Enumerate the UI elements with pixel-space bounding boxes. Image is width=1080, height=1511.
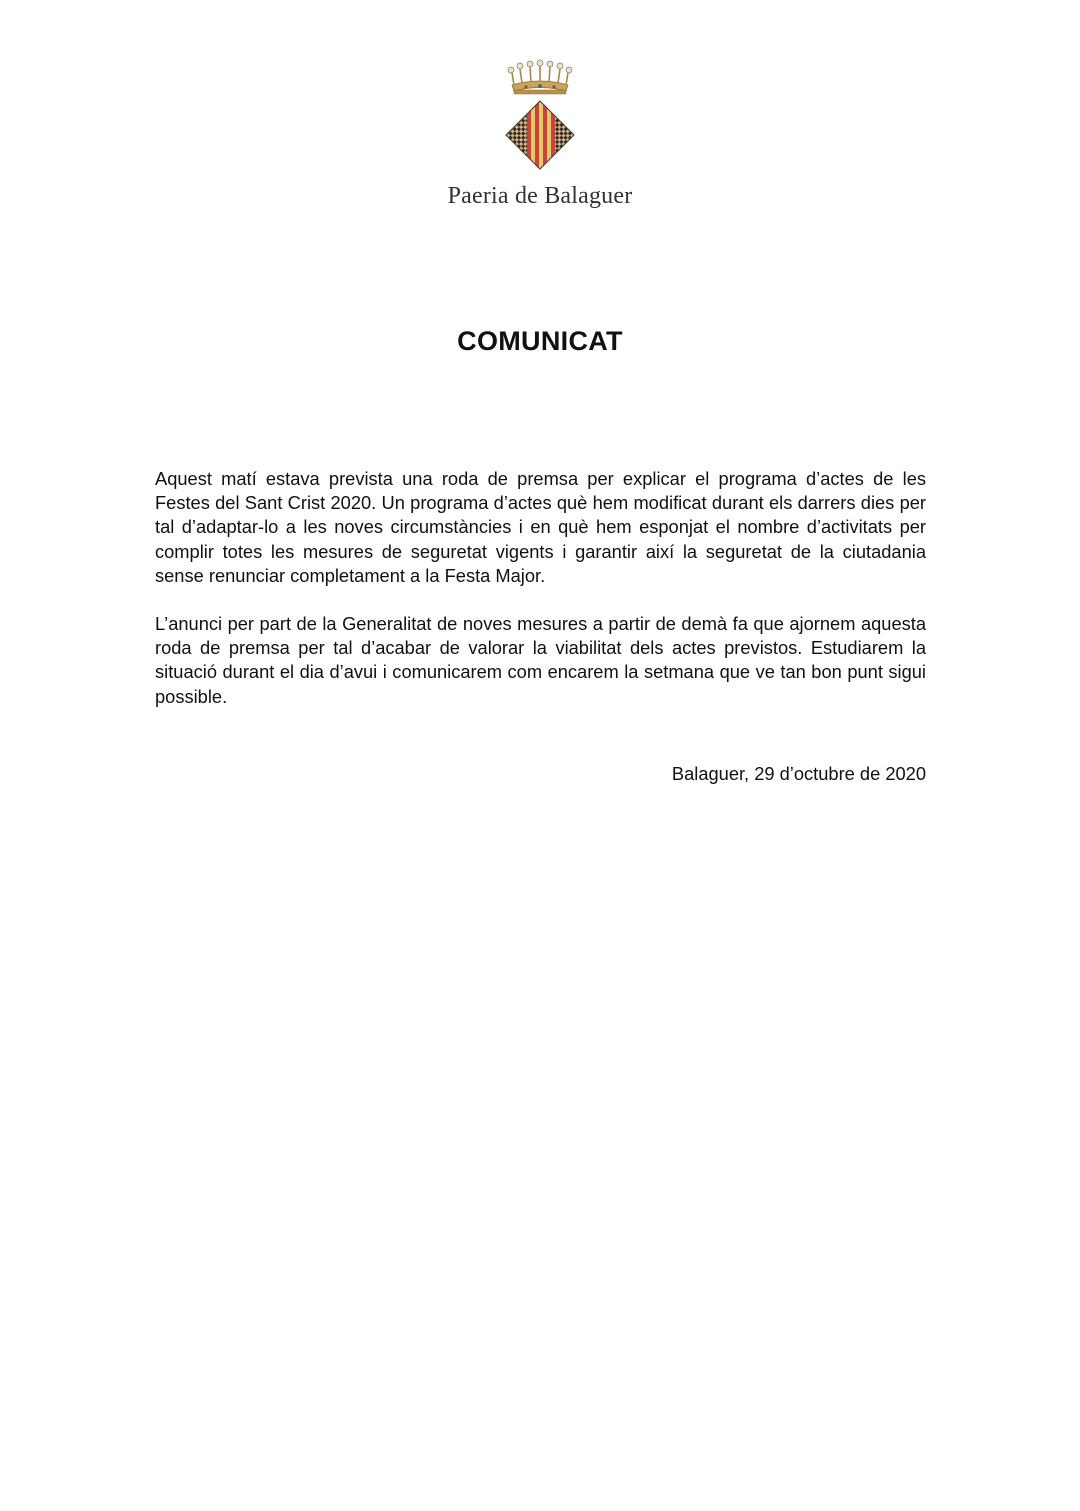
paragraph-1: Aquest matí estava prevista una roda de premsa per explicar el programa d’actes de les Festes del Sant Crist 2020. Un programa d’actes què hem modificat durant els darrers dies per tal d’adaptar-lo a les noves circumstàncies i en què hem esponjat el nombre d’activitats per complir totes les mesures de seguretat vigents i garantir així la seguretat de la ciutadania sense renunciar completament a la Festa Major. bbox=[155, 468, 926, 586]
shield-icon bbox=[502, 99, 578, 171]
paragraph-2: L’anunci per part de la Generalitat de noves mesures a partir de demà fa que ajornem aquesta roda de premsa per tal d’acabar de valorar la viabilitat dels actes previstos. Estudiarem la situació durant el dia d’avui i comunicarem com encarem la setmana que ve tan bon punt sigui possible. bbox=[155, 613, 926, 707]
document-body bbox=[155, 467, 926, 733]
organization-name: Paeria de Balaguer bbox=[447, 183, 633, 209]
place-and-date: Balaguer, 29 d’octubre de 2020 bbox=[671, 763, 926, 784]
letterhead bbox=[0, 55, 1080, 210]
municipal-coat-of-arms-icon bbox=[502, 55, 578, 175]
crown-icon bbox=[508, 60, 572, 94]
document-title: COMUNICAT bbox=[457, 326, 623, 356]
